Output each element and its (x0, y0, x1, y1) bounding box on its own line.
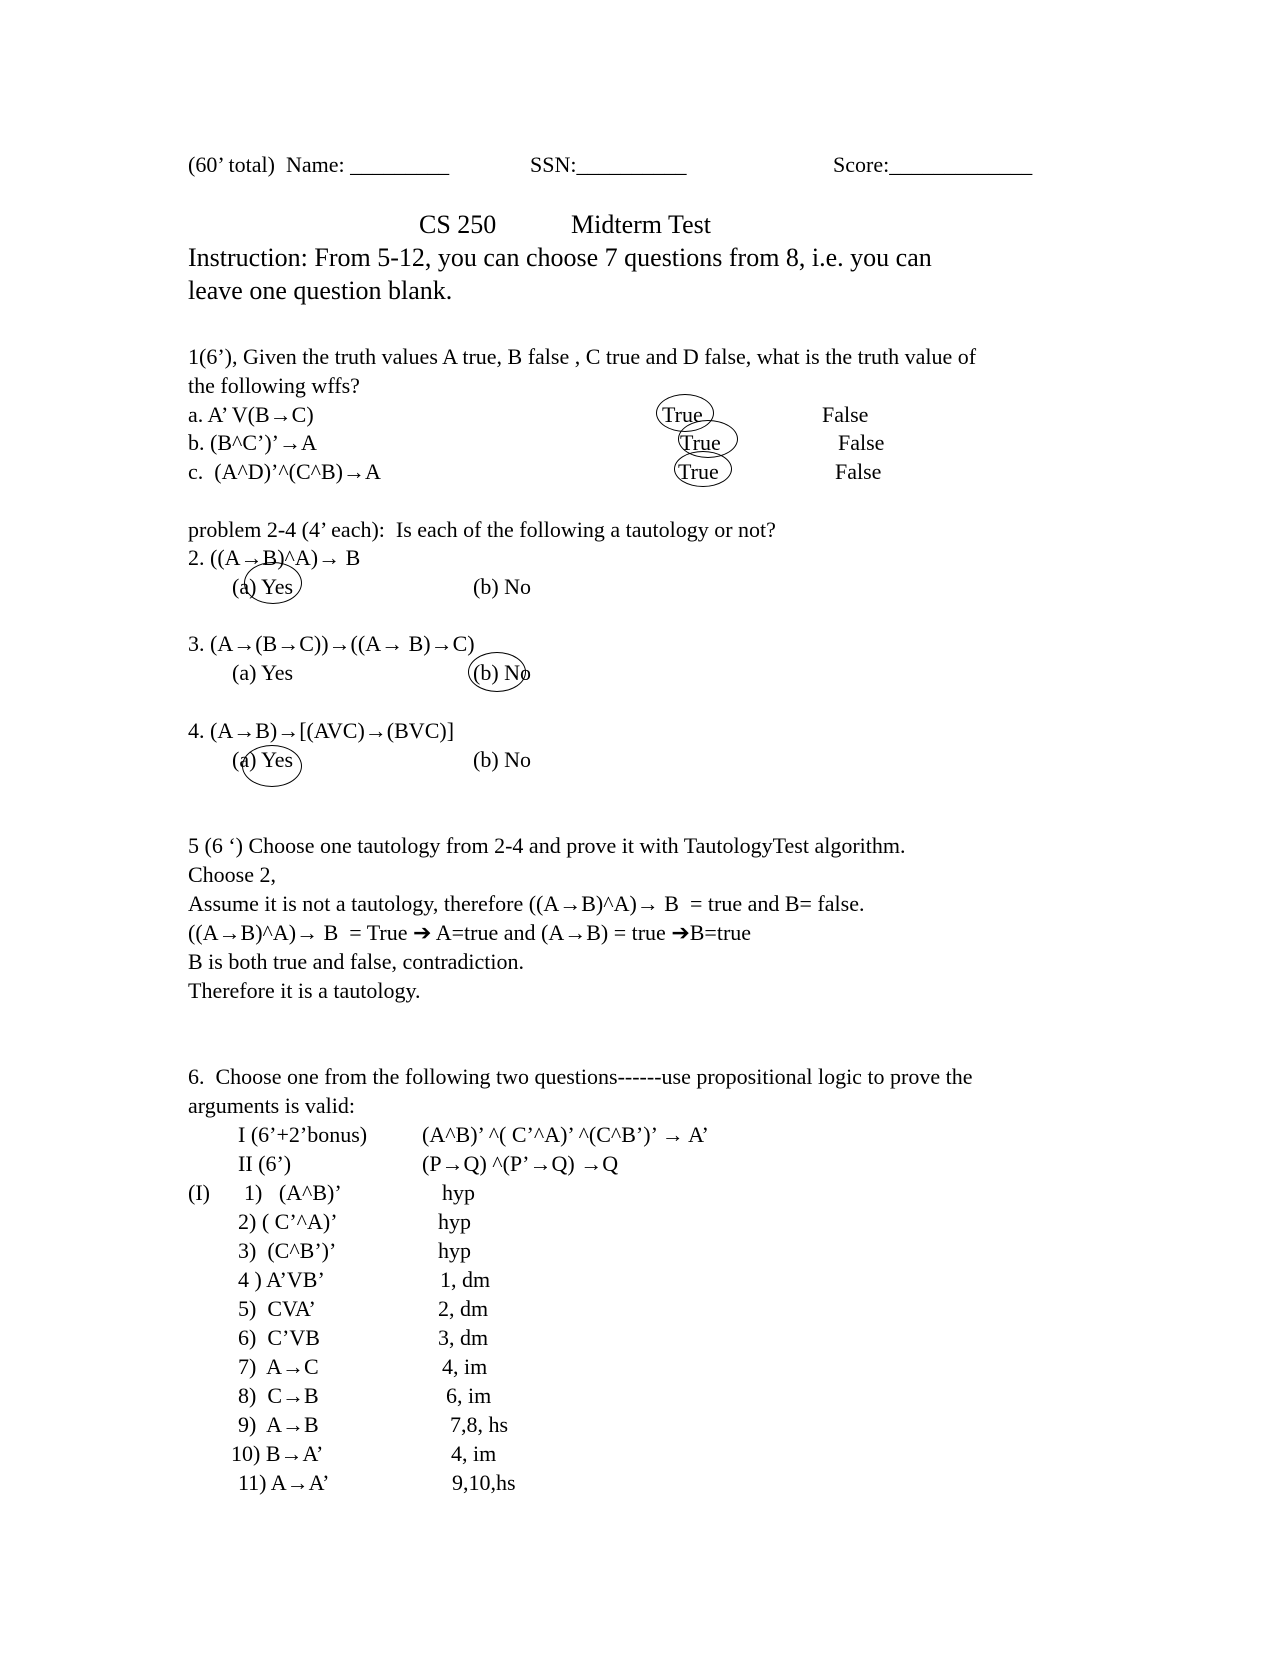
header-score-field: Score:_____________ (833, 152, 1033, 177)
q6-prompt-line-1: 6. Choose one from the following two questions------use propositional logic to prove the (188, 1064, 973, 1089)
answer-circle-mark (674, 451, 732, 487)
proof-step: 11) A→A’ (238, 1470, 330, 1495)
q3-option-yes: (a) Yes (232, 660, 294, 685)
proof-step: 5) CVA’ (238, 1296, 316, 1321)
q1-item-b-false: False (838, 430, 885, 455)
proof-step: 7) A→C (238, 1354, 319, 1379)
q2-expr: 2. ((A→B)^A)→ B (188, 545, 361, 570)
proof-step: 8) C→B (238, 1383, 319, 1408)
q4-option-yes: (a) Yes (232, 747, 294, 772)
q1-prompt-line-1: 1(6’), Given the truth values A true, B false , C true and D false, what is the truth value of (188, 344, 977, 369)
q1-item-a-expr: a. A’ V(B→C) (188, 402, 314, 427)
q5-line-1: 5 (6 ‘) Choose one tautology from 2-4 and prove it with TautologyTest algorithm. (188, 833, 906, 858)
q1-prompt-line-2: the following wffs? (188, 373, 360, 398)
proof-reason: 7,8, hs (450, 1412, 509, 1437)
proof-step: 4 ) A’VB’ (238, 1267, 325, 1292)
proof-step: 2) ( C’^A)’ (238, 1209, 338, 1234)
proof-reason: hyp (442, 1180, 475, 1205)
header-ssn-field: SSN:__________ (530, 152, 687, 177)
proof-step: 3) (C^B’)’ (238, 1238, 337, 1263)
q1-item-a-true: True (662, 402, 703, 427)
q1-item-c-false: False (835, 459, 882, 484)
instruction-line-1: Instruction: From 5-12, you can choose 7 questions from 8, i.e. you can (188, 243, 932, 272)
q5-line-2: Choose 2, (188, 862, 276, 887)
header-name-field: (60’ total) Name: _________ (188, 152, 450, 177)
proof-reason: 2, dm (438, 1296, 489, 1321)
q5-line-6: Therefore it is a tautology. (188, 978, 421, 1003)
answer-circle-mark (468, 652, 526, 692)
q4-option-no: (b) No (473, 747, 532, 772)
proof-reason: 6, im (446, 1383, 492, 1408)
proof-reason: 4, im (442, 1354, 488, 1379)
answer-circle-mark (242, 745, 302, 787)
q1-item-b-true: True (680, 430, 721, 455)
q3-expr: 3. (A→(B→C))→((A→ B)→C) (188, 631, 475, 656)
q4-expr: 4. (A→B)→[(AVC)→(BVC)] (188, 718, 455, 743)
q5-line-3: Assume it is not a tautology, therefore ((A→B)^A)→ B = true and B= false. (188, 891, 865, 916)
q1-item-b-expr: b. (B^C’)’→A (188, 430, 317, 455)
proof-step: 6) C’VB (238, 1325, 320, 1350)
q6-prompt-line-2: arguments is valid: (188, 1093, 356, 1118)
q1-item-c-expr: c. (A^D)’^(C^B)→A (188, 459, 381, 484)
proof-reason: 9,10,hs (452, 1470, 516, 1495)
q6-option-1-label: I (6’+2’bonus) (238, 1122, 368, 1147)
q5-line-4: ((A→B)^A)→ B = True ➔ A=true and (A→B) = true ➔B=true (188, 920, 752, 945)
q1-item-a-false: False (822, 402, 869, 427)
proof-step: 9) A→B (238, 1412, 319, 1437)
q6-option-2-label: II (6’) (238, 1151, 292, 1176)
q2-option-no: (b) No (473, 574, 532, 599)
course-title: CS 250 (419, 210, 497, 239)
q3-option-no: (b) No (473, 660, 532, 685)
proof-reason: 3, dm (438, 1325, 489, 1350)
proof-step: 1) (A^B)’ (244, 1180, 342, 1205)
q6-option-2-expr: (P→Q) ^(P’→Q) →Q (422, 1151, 619, 1176)
problems-2-4-header: problem 2-4 (4’ each): Is each of the following a tautology or not? (188, 517, 776, 542)
q6-proof-label: (I) (188, 1180, 210, 1205)
proof-reason: hyp (438, 1238, 471, 1263)
q6-option-1-expr: (A^B)’ ^( C’^A)’ ^(C^B’)’ → A’ (422, 1122, 709, 1147)
answer-circle-mark (244, 562, 302, 604)
instruction-line-2: leave one question blank. (188, 276, 453, 305)
proof-step: 10) B→A’ (231, 1441, 324, 1466)
test-title: Midterm Test (571, 210, 711, 239)
proof-reason: 4, im (451, 1441, 497, 1466)
q5-line-5: B is both true and false, contradiction. (188, 949, 525, 974)
q1-item-c-true: True (678, 459, 719, 484)
q2-option-yes: (a) Yes (232, 574, 294, 599)
proof-reason: 1, dm (440, 1267, 491, 1292)
proof-reason: hyp (438, 1209, 471, 1234)
